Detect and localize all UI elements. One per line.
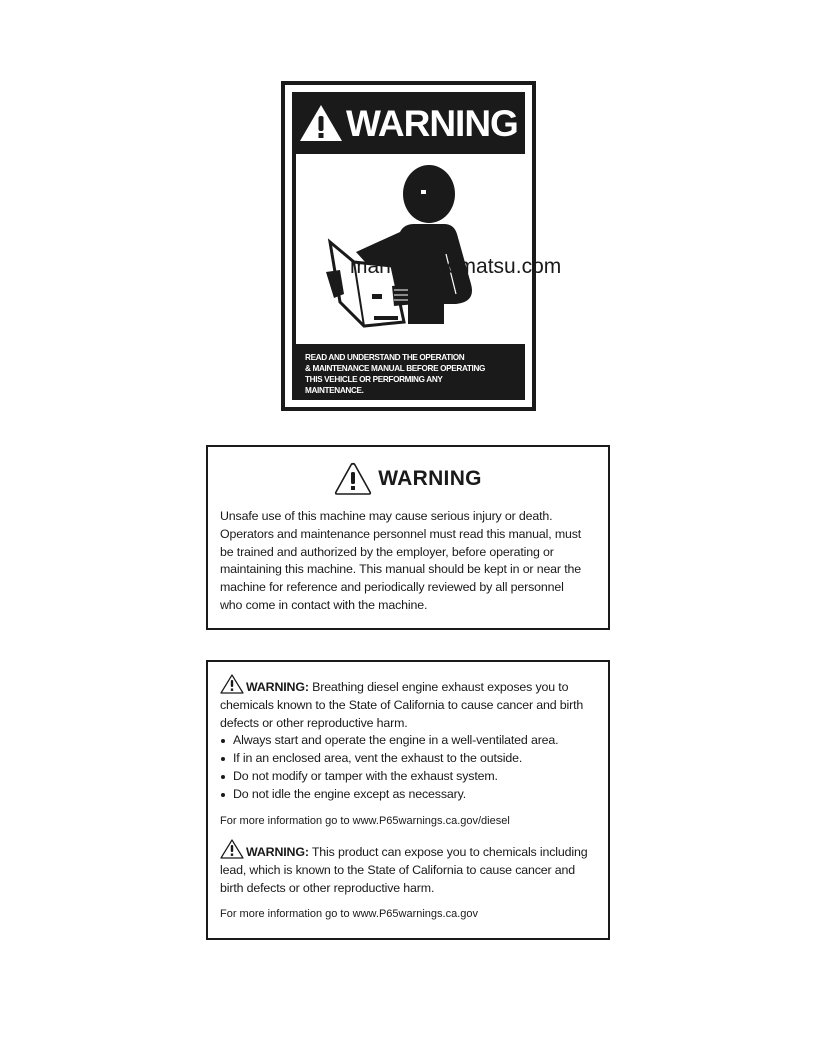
warning-triangle-icon	[220, 839, 244, 859]
list-item: Do not idle the engine except as necessary.	[220, 786, 600, 804]
diesel-warning-first-line	[220, 674, 600, 697]
operator-warning-box	[206, 445, 610, 630]
text-line: maintaining this machine. This manual should be kept in or near the	[220, 562, 581, 577]
decal-header	[292, 92, 525, 154]
decal-title: WARNING	[346, 102, 518, 144]
exhaust-precautions-list	[220, 732, 600, 803]
text-line: Unsafe use of this machine may cause serious injury or death.	[220, 509, 553, 523]
text-line: be trained and authorized by the employer, before operating or	[220, 544, 554, 559]
person-reading-manual-illustration	[296, 154, 528, 344]
warning-triangle-icon	[220, 674, 244, 694]
decal-panel	[292, 92, 525, 400]
list-item: Always start and operate the engine in a well-ventilated area.	[220, 732, 600, 750]
text-line: defects or other reproductive harm.	[220, 715, 408, 730]
caption-line: THIS VEHICLE OR PERFORMING ANY	[305, 375, 443, 384]
person-reading-icon	[296, 154, 528, 344]
warning-triangle-icon	[298, 103, 344, 143]
list-item: If in an enclosed area, vent the exhaust to the outside.	[220, 750, 600, 768]
list-item: Do not modify or tamper with the exhaust system.	[220, 768, 600, 786]
caption-line: MAINTENANCE.	[305, 386, 364, 395]
text-line: chemicals known to the State of California to cause cancer and birth	[220, 697, 584, 712]
more-info-link-text: For more information go to www.P65warnings.ca.gov	[220, 908, 479, 921]
warning-decal	[281, 81, 536, 411]
caption-line: & MAINTENANCE MANUAL BEFORE OPERATING	[305, 364, 486, 373]
caption-line: READ AND UNDERSTAND THE OPERATION	[305, 353, 465, 362]
warning-label: WARNING:	[246, 845, 309, 859]
warning-text: This product can expose you to chemicals including	[308, 845, 588, 859]
text-line: Operators and maintenance personnel must read this manual, must	[220, 526, 582, 541]
lead-warning	[220, 839, 600, 924]
operator-warning-header	[208, 462, 608, 496]
prop65-warning-box	[206, 660, 610, 940]
warning-text: Breathing diesel engine exhaust exposes you to	[308, 680, 569, 694]
watermark: manuals-komatsu.com	[350, 255, 562, 278]
operator-warning-text	[220, 508, 598, 615]
text-line: machine for reference and periodically reviewed by all personnel	[220, 580, 564, 595]
warning-label: WARNING:	[246, 680, 309, 694]
text-line: birth defects or other reproductive harm.	[220, 880, 435, 895]
lead-warning-first-line	[220, 839, 600, 862]
warning-triangle-icon	[334, 462, 372, 496]
decal-border-gap	[285, 85, 532, 407]
more-info-link-text: For more information go to www.P65warnings.ca.gov/diesel	[220, 814, 510, 827]
text-line: lead, which is known to the State of California to cause cancer and	[220, 862, 575, 877]
decal-caption	[305, 352, 519, 396]
text-line: who come in contact with the machine.	[220, 597, 428, 612]
operator-warning-title: WARNING	[378, 467, 482, 490]
diesel-exhaust-warning	[220, 674, 600, 830]
